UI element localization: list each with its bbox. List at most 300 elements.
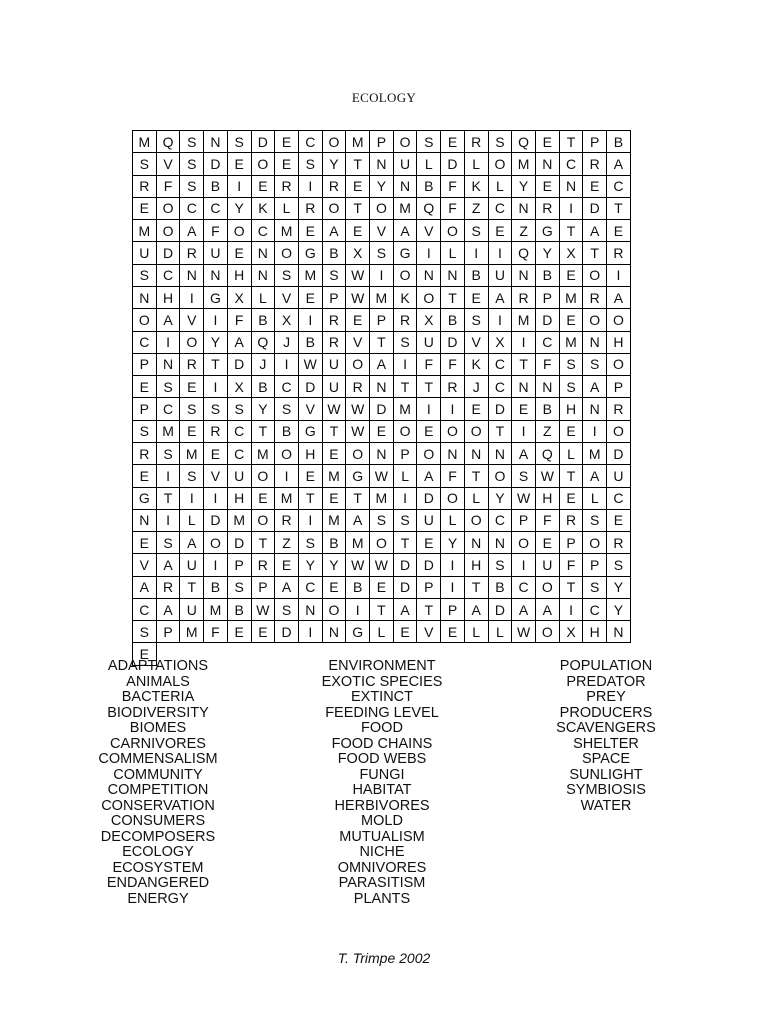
grid-cell[interactable]: O <box>394 265 418 287</box>
grid-cell[interactable]: Z <box>275 532 299 554</box>
grid-cell[interactable]: E <box>228 242 252 264</box>
grid-cell[interactable]: I <box>204 554 228 576</box>
grid-cell[interactable]: M <box>180 443 204 465</box>
grid-cell[interactable]: Y <box>204 332 228 354</box>
grid-cell[interactable]: G <box>204 287 228 309</box>
grid-cell[interactable]: N <box>489 443 513 465</box>
grid-cell[interactable]: P <box>607 376 631 398</box>
grid-cell[interactable]: R <box>323 176 347 198</box>
grid-cell[interactable]: O <box>157 198 181 220</box>
grid-cell[interactable]: S <box>465 220 489 242</box>
grid-cell[interactable]: E <box>299 465 323 487</box>
grid-cell[interactable]: Y <box>607 577 631 599</box>
grid-cell[interactable]: M <box>157 421 181 443</box>
grid-cell[interactable]: R <box>607 532 631 554</box>
grid-cell[interactable]: S <box>157 376 181 398</box>
grid-cell[interactable]: A <box>370 354 394 376</box>
grid-cell[interactable]: A <box>607 287 631 309</box>
grid-cell[interactable]: O <box>157 220 181 242</box>
grid-cell[interactable]: M <box>560 332 584 354</box>
grid-cell[interactable]: G <box>346 621 370 643</box>
grid-cell[interactable]: W <box>512 488 536 510</box>
grid-cell[interactable]: S <box>133 153 157 175</box>
grid-cell[interactable]: Y <box>441 532 465 554</box>
grid-cell[interactable]: S <box>583 354 607 376</box>
grid-cell[interactable]: F <box>441 198 465 220</box>
grid-cell[interactable]: E <box>133 643 157 665</box>
grid-cell[interactable]: R <box>204 421 228 443</box>
grid-cell[interactable]: T <box>323 421 347 443</box>
grid-cell[interactable]: F <box>204 220 228 242</box>
grid-cell[interactable]: O <box>583 309 607 331</box>
grid-cell[interactable]: R <box>465 131 489 153</box>
grid-cell[interactable]: Y <box>489 488 513 510</box>
grid-cell[interactable]: I <box>299 309 323 331</box>
grid-cell[interactable]: V <box>133 554 157 576</box>
grid-cell[interactable]: E <box>417 421 441 443</box>
grid-cell[interactable]: C <box>489 510 513 532</box>
grid-cell[interactable]: M <box>204 599 228 621</box>
grid-cell[interactable]: G <box>133 488 157 510</box>
grid-cell[interactable]: N <box>299 599 323 621</box>
grid-cell[interactable]: E <box>536 176 560 198</box>
grid-cell[interactable]: E <box>252 176 276 198</box>
grid-cell[interactable]: G <box>299 242 323 264</box>
grid-cell[interactable]: A <box>583 465 607 487</box>
grid-cell[interactable]: X <box>228 287 252 309</box>
grid-cell[interactable]: X <box>228 376 252 398</box>
grid-cell[interactable]: N <box>180 265 204 287</box>
grid-cell[interactable]: S <box>228 577 252 599</box>
grid-cell[interactable]: D <box>536 309 560 331</box>
grid-cell[interactable]: Y <box>323 554 347 576</box>
grid-cell[interactable]: Q <box>157 131 181 153</box>
grid-cell[interactable]: S <box>299 153 323 175</box>
grid-cell[interactable]: B <box>441 309 465 331</box>
grid-cell[interactable]: R <box>560 510 584 532</box>
grid-cell[interactable]: N <box>323 621 347 643</box>
grid-cell[interactable]: B <box>252 309 276 331</box>
grid-cell[interactable]: K <box>465 176 489 198</box>
grid-cell[interactable]: A <box>157 599 181 621</box>
grid-cell[interactable]: S <box>275 599 299 621</box>
grid-cell[interactable]: I <box>394 354 418 376</box>
grid-cell[interactable]: T <box>417 376 441 398</box>
grid-cell[interactable]: T <box>394 376 418 398</box>
grid-cell[interactable]: N <box>394 176 418 198</box>
grid-cell[interactable]: S <box>370 242 394 264</box>
grid-cell[interactable]: E <box>465 398 489 420</box>
grid-cell[interactable]: A <box>275 577 299 599</box>
grid-cell[interactable]: F <box>536 510 560 532</box>
grid-cell[interactable]: U <box>180 554 204 576</box>
grid-cell[interactable]: D <box>370 398 394 420</box>
grid-cell[interactable]: B <box>536 265 560 287</box>
grid-cell[interactable]: I <box>489 309 513 331</box>
grid-cell[interactable]: E <box>560 309 584 331</box>
grid-cell[interactable]: W <box>299 354 323 376</box>
grid-cell[interactable]: C <box>275 376 299 398</box>
grid-cell[interactable]: A <box>512 599 536 621</box>
grid-cell[interactable]: T <box>370 332 394 354</box>
grid-cell[interactable]: O <box>441 220 465 242</box>
grid-cell[interactable]: V <box>370 220 394 242</box>
grid-cell[interactable]: I <box>560 198 584 220</box>
grid-cell[interactable]: R <box>275 176 299 198</box>
grid-cell[interactable]: T <box>370 599 394 621</box>
grid-cell[interactable]: P <box>583 131 607 153</box>
grid-cell[interactable]: L <box>180 510 204 532</box>
grid-cell[interactable]: L <box>275 198 299 220</box>
grid-cell[interactable]: O <box>204 532 228 554</box>
grid-cell[interactable]: P <box>394 443 418 465</box>
grid-cell[interactable]: E <box>489 220 513 242</box>
grid-cell[interactable]: I <box>157 510 181 532</box>
grid-cell[interactable]: P <box>157 621 181 643</box>
grid-cell[interactable]: U <box>417 510 441 532</box>
grid-cell[interactable]: I <box>299 176 323 198</box>
grid-cell[interactable]: I <box>204 488 228 510</box>
grid-cell[interactable]: O <box>323 599 347 621</box>
grid-cell[interactable]: M <box>299 265 323 287</box>
grid-cell[interactable]: H <box>536 488 560 510</box>
grid-cell[interactable]: N <box>536 153 560 175</box>
grid-cell[interactable]: U <box>180 599 204 621</box>
grid-cell[interactable]: E <box>441 131 465 153</box>
grid-cell[interactable]: U <box>394 153 418 175</box>
grid-cell[interactable]: B <box>607 131 631 153</box>
grid-cell[interactable]: C <box>133 332 157 354</box>
grid-cell[interactable]: I <box>512 421 536 443</box>
grid-cell[interactable]: W <box>370 465 394 487</box>
grid-cell[interactable]: N <box>370 443 394 465</box>
grid-cell[interactable]: O <box>394 131 418 153</box>
grid-cell[interactable]: N <box>370 376 394 398</box>
grid-cell[interactable]: W <box>346 421 370 443</box>
grid-cell[interactable]: N <box>252 265 276 287</box>
grid-cell[interactable]: E <box>133 532 157 554</box>
grid-cell[interactable]: S <box>133 421 157 443</box>
grid-cell[interactable]: S <box>417 131 441 153</box>
grid-cell[interactable]: A <box>607 153 631 175</box>
grid-cell[interactable]: D <box>489 398 513 420</box>
grid-cell[interactable]: P <box>228 554 252 576</box>
grid-cell[interactable]: U <box>228 465 252 487</box>
grid-cell[interactable]: M <box>370 287 394 309</box>
grid-cell[interactable]: C <box>512 577 536 599</box>
grid-cell[interactable]: N <box>370 153 394 175</box>
grid-cell[interactable]: H <box>157 287 181 309</box>
grid-cell[interactable]: A <box>583 220 607 242</box>
grid-cell[interactable]: X <box>346 242 370 264</box>
grid-cell[interactable]: B <box>323 242 347 264</box>
grid-cell[interactable]: T <box>560 465 584 487</box>
grid-cell[interactable]: W <box>346 265 370 287</box>
grid-cell[interactable]: R <box>323 309 347 331</box>
grid-cell[interactable]: S <box>180 131 204 153</box>
grid-cell[interactable]: E <box>607 510 631 532</box>
grid-cell[interactable]: Y <box>252 398 276 420</box>
grid-cell[interactable]: S <box>228 131 252 153</box>
grid-cell[interactable]: B <box>417 176 441 198</box>
grid-cell[interactable]: A <box>465 599 489 621</box>
grid-cell[interactable]: C <box>607 176 631 198</box>
grid-cell[interactable]: E <box>275 554 299 576</box>
grid-cell[interactable]: P <box>252 577 276 599</box>
grid-cell[interactable]: N <box>512 265 536 287</box>
grid-cell[interactable]: T <box>560 577 584 599</box>
grid-cell[interactable]: C <box>228 421 252 443</box>
grid-cell[interactable]: E <box>607 220 631 242</box>
grid-cell[interactable]: O <box>441 421 465 443</box>
grid-cell[interactable]: U <box>536 554 560 576</box>
grid-cell[interactable]: Y <box>228 198 252 220</box>
grid-cell[interactable]: I <box>157 332 181 354</box>
grid-cell[interactable]: T <box>560 131 584 153</box>
grid-cell[interactable]: V <box>299 398 323 420</box>
grid-cell[interactable]: I <box>299 510 323 532</box>
grid-cell[interactable]: A <box>346 510 370 532</box>
grid-cell[interactable]: T <box>180 577 204 599</box>
grid-cell[interactable]: Q <box>512 131 536 153</box>
grid-cell[interactable]: D <box>441 332 465 354</box>
grid-cell[interactable]: T <box>299 488 323 510</box>
grid-cell[interactable]: I <box>583 421 607 443</box>
grid-cell[interactable]: I <box>180 488 204 510</box>
grid-cell[interactable]: I <box>299 621 323 643</box>
grid-cell[interactable]: G <box>394 242 418 264</box>
grid-cell[interactable]: R <box>157 577 181 599</box>
grid-cell[interactable]: I <box>204 376 228 398</box>
grid-cell[interactable]: O <box>536 621 560 643</box>
grid-cell[interactable]: A <box>323 220 347 242</box>
grid-cell[interactable]: G <box>299 421 323 443</box>
grid-cell[interactable]: B <box>536 398 560 420</box>
grid-cell[interactable]: W <box>252 599 276 621</box>
grid-cell[interactable]: D <box>417 554 441 576</box>
grid-cell[interactable]: A <box>417 465 441 487</box>
grid-cell[interactable]: R <box>583 287 607 309</box>
grid-cell[interactable]: H <box>607 332 631 354</box>
grid-cell[interactable]: E <box>323 488 347 510</box>
grid-cell[interactable]: S <box>228 398 252 420</box>
grid-cell[interactable]: M <box>252 443 276 465</box>
grid-cell[interactable]: E <box>180 421 204 443</box>
grid-cell[interactable]: T <box>465 577 489 599</box>
grid-cell[interactable]: M <box>512 309 536 331</box>
grid-cell[interactable]: E <box>346 309 370 331</box>
grid-cell[interactable]: Y <box>607 599 631 621</box>
grid-cell[interactable]: Y <box>536 242 560 264</box>
grid-cell[interactable]: W <box>346 398 370 420</box>
grid-cell[interactable]: S <box>394 332 418 354</box>
grid-cell[interactable]: B <box>204 577 228 599</box>
grid-cell[interactable]: K <box>465 354 489 376</box>
grid-cell[interactable]: C <box>133 599 157 621</box>
grid-cell[interactable]: B <box>465 265 489 287</box>
grid-cell[interactable]: S <box>560 354 584 376</box>
grid-cell[interactable]: T <box>346 153 370 175</box>
grid-cell[interactable]: Q <box>417 198 441 220</box>
grid-cell[interactable]: N <box>607 621 631 643</box>
grid-cell[interactable]: E <box>346 176 370 198</box>
grid-cell[interactable]: E <box>133 376 157 398</box>
grid-cell[interactable]: B <box>346 577 370 599</box>
grid-cell[interactable]: V <box>157 153 181 175</box>
grid-cell[interactable]: O <box>512 532 536 554</box>
grid-cell[interactable]: P <box>536 287 560 309</box>
grid-cell[interactable]: L <box>370 621 394 643</box>
grid-cell[interactable]: M <box>583 443 607 465</box>
grid-cell[interactable]: T <box>252 421 276 443</box>
grid-cell[interactable]: C <box>299 131 323 153</box>
grid-cell[interactable]: C <box>228 443 252 465</box>
grid-cell[interactable]: M <box>346 532 370 554</box>
grid-cell[interactable]: L <box>560 443 584 465</box>
grid-cell[interactable]: Y <box>299 554 323 576</box>
grid-cell[interactable]: E <box>370 421 394 443</box>
grid-cell[interactable]: V <box>275 287 299 309</box>
grid-cell[interactable]: C <box>489 376 513 398</box>
grid-cell[interactable]: O <box>417 287 441 309</box>
grid-cell[interactable]: I <box>228 176 252 198</box>
grid-cell[interactable]: O <box>489 465 513 487</box>
grid-cell[interactable]: E <box>536 131 560 153</box>
grid-cell[interactable]: G <box>346 465 370 487</box>
grid-cell[interactable]: F <box>441 354 465 376</box>
grid-cell[interactable]: P <box>560 532 584 554</box>
grid-cell[interactable]: L <box>252 287 276 309</box>
grid-cell[interactable]: F <box>228 309 252 331</box>
grid-cell[interactable]: S <box>489 554 513 576</box>
grid-cell[interactable]: T <box>607 198 631 220</box>
grid-cell[interactable]: E <box>560 265 584 287</box>
grid-cell[interactable]: E <box>417 532 441 554</box>
grid-cell[interactable]: Q <box>512 242 536 264</box>
grid-cell[interactable]: U <box>607 465 631 487</box>
grid-cell[interactable]: L <box>441 510 465 532</box>
grid-cell[interactable]: S <box>323 265 347 287</box>
grid-cell[interactable]: V <box>465 332 489 354</box>
grid-cell[interactable]: U <box>417 332 441 354</box>
grid-cell[interactable]: N <box>441 443 465 465</box>
grid-cell[interactable]: D <box>299 376 323 398</box>
grid-cell[interactable]: T <box>512 354 536 376</box>
grid-cell[interactable]: E <box>323 443 347 465</box>
grid-cell[interactable]: L <box>465 621 489 643</box>
grid-cell[interactable]: S <box>157 532 181 554</box>
grid-cell[interactable]: C <box>607 488 631 510</box>
grid-cell[interactable]: R <box>512 287 536 309</box>
grid-cell[interactable]: T <box>465 465 489 487</box>
grid-cell[interactable]: M <box>323 510 347 532</box>
grid-cell[interactable]: U <box>133 242 157 264</box>
grid-cell[interactable]: I <box>607 265 631 287</box>
grid-cell[interactable]: S <box>607 554 631 576</box>
grid-cell[interactable]: S <box>370 510 394 532</box>
grid-cell[interactable]: E <box>512 398 536 420</box>
grid-cell[interactable]: C <box>536 332 560 354</box>
grid-cell[interactable]: V <box>417 220 441 242</box>
grid-cell[interactable]: J <box>465 376 489 398</box>
grid-cell[interactable]: E <box>299 220 323 242</box>
grid-cell[interactable]: P <box>370 309 394 331</box>
grid-cell[interactable]: M <box>394 198 418 220</box>
grid-cell[interactable]: D <box>252 131 276 153</box>
grid-cell[interactable]: E <box>228 621 252 643</box>
grid-cell[interactable]: D <box>394 554 418 576</box>
grid-cell[interactable]: W <box>370 554 394 576</box>
grid-cell[interactable]: O <box>180 332 204 354</box>
grid-cell[interactable]: N <box>133 510 157 532</box>
grid-cell[interactable]: O <box>607 421 631 443</box>
grid-cell[interactable]: C <box>157 398 181 420</box>
grid-cell[interactable]: D <box>275 621 299 643</box>
grid-cell[interactable]: A <box>583 376 607 398</box>
grid-cell[interactable]: F <box>157 176 181 198</box>
grid-cell[interactable]: C <box>204 198 228 220</box>
grid-cell[interactable]: Y <box>370 176 394 198</box>
grid-cell[interactable]: R <box>299 198 323 220</box>
grid-cell[interactable]: P <box>417 577 441 599</box>
grid-cell[interactable]: X <box>489 332 513 354</box>
grid-cell[interactable]: O <box>323 198 347 220</box>
grid-cell[interactable]: P <box>323 287 347 309</box>
grid-cell[interactable]: H <box>228 265 252 287</box>
grid-cell[interactable]: O <box>252 465 276 487</box>
grid-cell[interactable]: L <box>583 488 607 510</box>
grid-cell[interactable]: M <box>228 510 252 532</box>
grid-cell[interactable]: E <box>180 376 204 398</box>
grid-cell[interactable]: S <box>465 309 489 331</box>
grid-cell[interactable]: E <box>252 621 276 643</box>
grid-cell[interactable]: L <box>441 242 465 264</box>
grid-cell[interactable]: F <box>417 354 441 376</box>
grid-cell[interactable]: S <box>133 265 157 287</box>
grid-cell[interactable]: E <box>583 176 607 198</box>
grid-cell[interactable]: E <box>323 577 347 599</box>
grid-cell[interactable]: S <box>180 398 204 420</box>
grid-cell[interactable]: O <box>323 131 347 153</box>
grid-cell[interactable]: E <box>370 577 394 599</box>
grid-cell[interactable]: N <box>512 198 536 220</box>
grid-cell[interactable]: N <box>204 265 228 287</box>
grid-cell[interactable]: F <box>204 621 228 643</box>
grid-cell[interactable]: T <box>346 488 370 510</box>
grid-cell[interactable]: Z <box>512 220 536 242</box>
grid-cell[interactable]: I <box>417 398 441 420</box>
grid-cell[interactable]: R <box>252 554 276 576</box>
grid-cell[interactable]: D <box>441 153 465 175</box>
grid-cell[interactable]: E <box>133 198 157 220</box>
grid-cell[interactable]: R <box>275 510 299 532</box>
grid-cell[interactable]: O <box>489 153 513 175</box>
grid-cell[interactable]: R <box>607 398 631 420</box>
grid-cell[interactable]: I <box>465 242 489 264</box>
grid-cell[interactable]: B <box>299 332 323 354</box>
grid-cell[interactable]: N <box>489 532 513 554</box>
grid-cell[interactable]: N <box>583 398 607 420</box>
grid-cell[interactable]: I <box>489 242 513 264</box>
grid-cell[interactable]: H <box>299 443 323 465</box>
grid-cell[interactable]: J <box>275 332 299 354</box>
grid-cell[interactable]: D <box>417 488 441 510</box>
grid-cell[interactable]: I <box>394 488 418 510</box>
grid-cell[interactable]: Y <box>512 176 536 198</box>
grid-cell[interactable]: X <box>417 309 441 331</box>
grid-cell[interactable]: I <box>441 577 465 599</box>
grid-cell[interactable]: M <box>133 131 157 153</box>
